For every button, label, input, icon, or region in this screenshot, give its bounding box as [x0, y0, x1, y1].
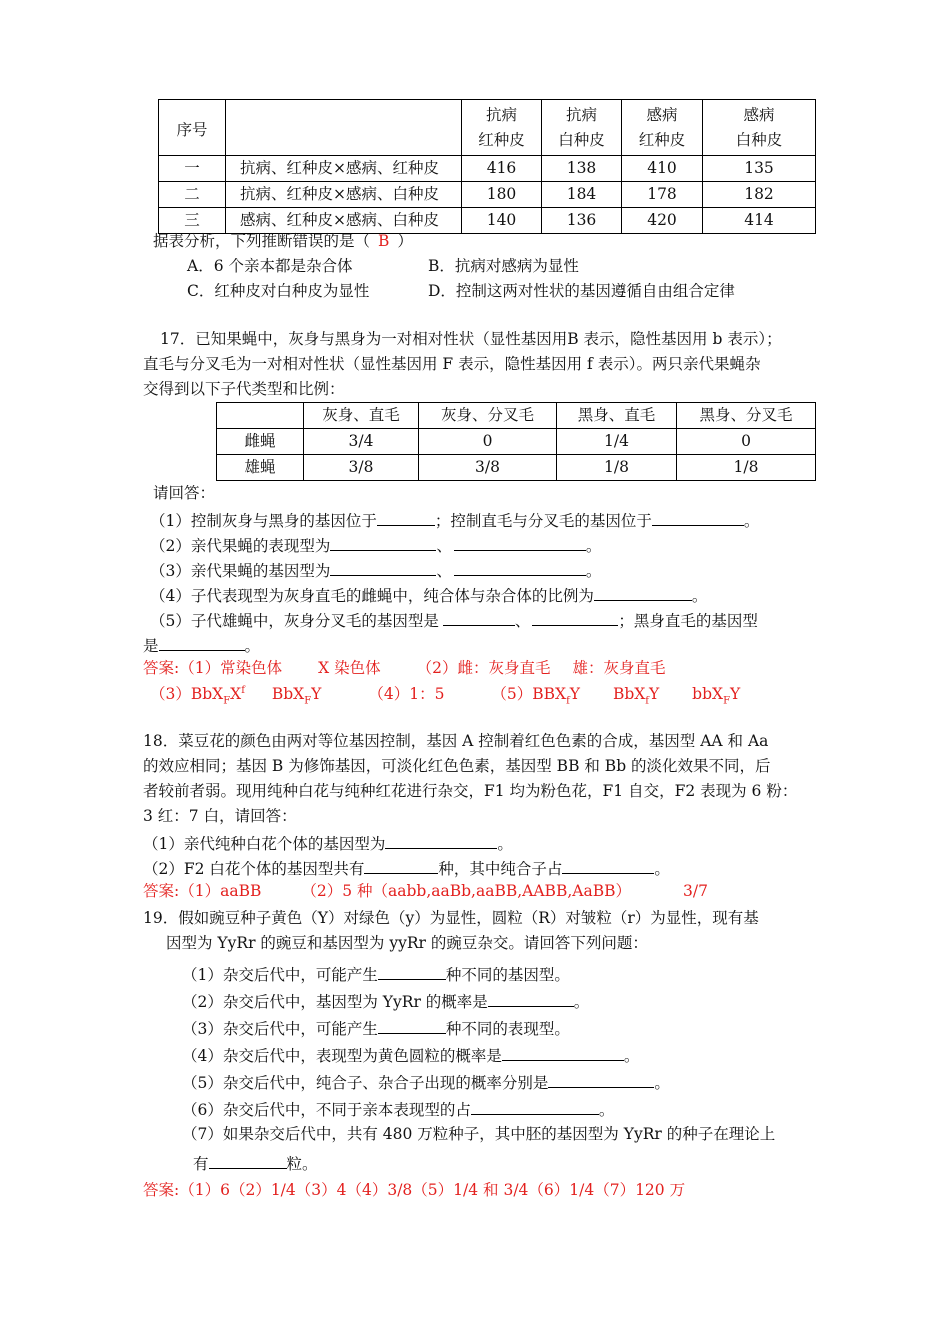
q17-answer-line1: [143, 661, 665, 677]
cell-value: 0: [419, 429, 557, 455]
q17-sub4: [150, 586, 707, 605]
table-row: [159, 156, 816, 182]
answer-blank[interactable]: [471, 1100, 599, 1115]
cell-value: 416: [462, 156, 542, 182]
q19-sub-text: （4）杂交后代中，表现型为黄色圆粒的概率是: [182, 1047, 502, 1065]
q17-sub5-sep: 、: [514, 612, 531, 630]
q17-sub3: [150, 561, 601, 580]
q19-sub7-cont: [193, 1154, 318, 1173]
answer-blank[interactable]: [330, 536, 436, 551]
q17-sub1-end: 。: [743, 512, 760, 530]
q19-sub-end: 。: [573, 993, 590, 1011]
q16-answer: B: [378, 232, 390, 250]
cell-value: 0: [677, 429, 816, 455]
cell-cross: 抗病、红种皮×感病、白种皮: [226, 182, 462, 208]
q18-sub2: [143, 859, 670, 878]
q19-sub-text: 粒。: [286, 1155, 318, 1173]
q16-stem: [153, 234, 413, 250]
answer-blank[interactable]: [159, 636, 245, 651]
answer-subscript: F: [304, 695, 312, 707]
q16-stem-text: 据表分析，下列推断错误的是（: [153, 232, 371, 250]
header-line: 红种皮: [478, 130, 525, 149]
answer-blank[interactable]: [562, 859, 654, 874]
answer-blank[interactable]: [443, 611, 515, 626]
cell-value: 182: [703, 182, 816, 208]
q19-sub-text: （1）杂交后代中，可能产生: [182, 966, 378, 984]
row-label: 雌蝇: [217, 429, 304, 455]
header-resistant-white: [542, 100, 622, 156]
answer-text: （3）BbX: [150, 685, 224, 704]
table-row: [217, 429, 816, 455]
q19-sub-text: （6）杂交后代中，不同于亲本表现型的占: [182, 1101, 471, 1119]
answer-text: （5）BBX: [491, 685, 567, 704]
header-empty: [217, 403, 304, 429]
q19-sub7: （7）如果杂交后代中，共有 480 万粒种子，其中胚的基因型为 YyRr 的种子在理论上: [182, 1125, 776, 1143]
q19-sub-text: （2）杂交后代中，基因型为 YyRr 的概率是: [182, 993, 488, 1011]
q19-stem-line: 19．假如豌豆种子黄色（Y）对绿色（y）为显性，圆粒（R）对皱粒（r）为显性，现有基: [143, 909, 759, 927]
header-susceptible-white: [703, 100, 816, 156]
answer-text: （4）1：5: [368, 685, 445, 704]
answer-blank[interactable]: [652, 511, 744, 526]
q17-sub5-text: ；黑身直毛的基因型: [618, 612, 758, 630]
q17-sub5-cont: [143, 636, 260, 655]
header-grey-forked: 灰身、分叉毛: [419, 403, 557, 429]
answer-subscript: F: [723, 695, 731, 707]
answer-text: BbX: [612, 685, 646, 704]
answer-blank[interactable]: [378, 1019, 446, 1034]
answer-blank[interactable]: [488, 992, 574, 1007]
answer-text: Y: [569, 685, 580, 704]
header-line: 抗病: [485, 105, 517, 124]
q18-stem-line: 的效应相同；基因 B 为修饰基因，可淡化红色色素，基因型 BB 和 Bb 的淡化效果不同，后: [143, 757, 771, 775]
table-row: [217, 455, 816, 481]
q17-sub5-text: （5）子代雄蝇中，灰身分叉毛的基因型是: [150, 612, 439, 630]
q19-sub5: [182, 1073, 670, 1092]
answer-text: （1）常染色体: [179, 659, 283, 677]
cell-cross: 抗病、红种皮×感病、红种皮: [226, 156, 462, 182]
q17-stem-line: 直毛与分叉毛为一对相对性状（显性基因用 F 表示，隐性基因用 f 表示）。两只亲代果蝇杂: [143, 355, 761, 373]
header-cross: [226, 100, 462, 156]
q18-answer: [143, 884, 708, 900]
q17-stem-line: 交得到以下子代类型和比例：: [143, 380, 345, 398]
answer-blank[interactable]: [548, 1073, 654, 1088]
q16-option-b: B．抗病对感病为显性: [428, 257, 579, 275]
cell-value: 414: [703, 208, 816, 234]
header-line: 感病: [743, 105, 775, 124]
header-line: 红种皮: [638, 130, 686, 149]
header-line: 白种皮: [558, 130, 605, 149]
header-grey-straight: 灰身、直毛: [304, 403, 419, 429]
fruitfly-offspring-table: [216, 402, 816, 481]
answer-text: （1）6（2）1/4（3）4（4）3/8（5）1/4 和 3/4（6）1/4（7）120 万: [179, 1181, 686, 1199]
answer-label: 答案:: [143, 659, 180, 677]
answer-text: X: [230, 685, 242, 704]
q16-option-a: A．6 个亲本都是杂合体: [187, 257, 353, 275]
q19-sub3: [182, 1019, 570, 1038]
answer-blank[interactable]: [594, 586, 692, 601]
answer-text: （2）雌：灰身直毛: [416, 659, 551, 677]
q18-sub1-text: （1）亲代纯种白花个体的基因型为: [143, 835, 386, 853]
answer-blank[interactable]: [454, 536, 586, 551]
q17-sub2: [150, 536, 601, 555]
answer-text: （1）aaBB: [179, 882, 262, 900]
q19-answer: [143, 1183, 685, 1199]
q17-sub3-sep: 、: [436, 562, 452, 580]
q19-sub-text: 种不同的表现型。: [445, 1020, 570, 1038]
q17-answer-line2: [150, 686, 740, 706]
q17-sub2-text: （2）亲代果蝇的表现型为: [150, 537, 331, 555]
cell-serial: 一: [159, 156, 226, 182]
q18-stem-line: 者较前者弱。现用纯种白花与纯种红花进行杂交，F1 均为粉色花，F1 自交，F2 表现为 6 粉：: [143, 782, 798, 800]
table-row: [159, 182, 816, 208]
q17-sub4-text: （4）子代表现型为灰身直毛的雌蝇中，纯合体与杂合体的比例为: [150, 587, 594, 605]
q19-sub4: [182, 1046, 639, 1065]
cell-cross: 感病、红种皮×感病、白种皮: [226, 208, 462, 234]
answer-text: （2）5 种（aabb,aaBb,aaBB,AABB,AaBB）: [301, 882, 631, 900]
q17-sub4-end: 。: [691, 587, 708, 605]
q19-sub-end: 。: [623, 1047, 640, 1065]
q19-sub1: [182, 965, 570, 984]
q17-sub1-text: （1）控制灰身与黑身的基因位于: [150, 512, 377, 530]
cell-serial: 三: [159, 208, 226, 234]
answer-blank[interactable]: [330, 561, 436, 576]
answer-subscript: f: [645, 695, 649, 707]
q16-option-c: C．红种皮对白种皮为显性: [187, 282, 370, 300]
answer-blank[interactable]: [209, 1154, 287, 1169]
cell-value: 135: [703, 156, 816, 182]
answer-text: X 染色体: [318, 659, 381, 677]
answer-text: BbX: [271, 685, 305, 704]
answer-text: 雄：灰身直毛: [572, 659, 666, 677]
answer-superscript: f: [241, 685, 245, 696]
q18-stem-line: 18．菜豆花的颜色由两对等位基因控制，基因 A 控制着红色色素的合成，基因型 AA 和 Aa: [143, 732, 769, 750]
table-row: [159, 208, 816, 234]
cell-value: 420: [622, 208, 703, 234]
q19-sub-text: （5）杂交后代中，纯合子、杂合子出现的概率分别是: [182, 1074, 549, 1092]
answer-label: 答案:: [143, 882, 180, 900]
q19-sub2: [182, 992, 589, 1011]
header-black-forked: 黑身、分叉毛: [677, 403, 816, 429]
answer-blank[interactable]: [364, 859, 438, 874]
cell-value: 1/8: [557, 455, 677, 481]
q17-sub2-sep: 、: [436, 537, 452, 555]
q18-sub2-text: 种，其中纯合子占: [438, 860, 563, 878]
answer-subscript: f: [566, 695, 570, 707]
cell-value: 410: [622, 156, 703, 182]
q17-sub3-text: （3）亲代果蝇的基因型为: [150, 562, 331, 580]
q19-sub-end: 。: [654, 1074, 670, 1092]
cell-value: 180: [462, 182, 542, 208]
header-line: 白种皮: [735, 130, 783, 149]
cell-value: 1/4: [557, 429, 677, 455]
answer-text: Y: [730, 685, 741, 704]
q17-sub5-text: 是: [143, 637, 159, 655]
q17-sub2-end: 。: [585, 537, 602, 555]
row-label: 雄蝇: [217, 455, 304, 481]
q16-option-d: D．控制这两对性状的基因遵循自由组合定律: [428, 282, 735, 300]
cross-results-table: [158, 99, 816, 234]
q18-sub1: [143, 834, 513, 853]
q18-stem-line: 3 红：7 白，请回答：: [143, 807, 297, 825]
cell-serial: 二: [159, 182, 226, 208]
q17-prompt: 请回答：: [153, 484, 216, 502]
q18-sub2-text: （2）F2 白花个体的基因型共有: [143, 860, 365, 878]
header-resistant-red: [462, 100, 542, 156]
q17-sub5-end: 。: [244, 637, 261, 655]
q17-sub1: [150, 511, 759, 530]
q19-sub-text: 有: [193, 1155, 209, 1173]
table-header-row: [217, 403, 816, 429]
header-line: 感病: [646, 105, 678, 124]
answer-blank[interactable]: [385, 834, 497, 849]
answer-text: 3/7: [683, 882, 708, 900]
answer-text: bbX: [692, 685, 724, 704]
answer-text: Y: [311, 685, 322, 704]
answer-blank[interactable]: [454, 561, 586, 576]
q17-sub3-end: 。: [585, 562, 602, 580]
cell-value: 140: [462, 208, 542, 234]
q18-sub2-end: 。: [654, 860, 670, 878]
q19-stem-line: 因型为 YyRr 的豌豆和基因型为 yyRr 的豌豆杂交。请回答下列问题：: [166, 934, 648, 952]
q19-sub-text: （3）杂交后代中，可能产生: [182, 1020, 378, 1038]
answer-blank[interactable]: [502, 1046, 624, 1061]
header-line: 抗病: [565, 105, 597, 124]
q19-sub6: [182, 1100, 614, 1119]
answer-subscript: F: [223, 695, 231, 707]
cell-value: 3/8: [304, 455, 419, 481]
q17-stem-line: 17．已知果蝇中，灰身与黑身为一对相对性状（显性基因用B 表示，隐性基因用 b 表示）；: [160, 330, 782, 348]
q19-sub-end: 。: [598, 1101, 615, 1119]
cell-value: 136: [542, 208, 622, 234]
header-black-straight: 黑身、直毛: [557, 403, 677, 429]
q17-sub5: [150, 611, 758, 630]
answer-text: Y: [649, 685, 660, 704]
answer-blank[interactable]: [532, 611, 618, 626]
answer-blank[interactable]: [377, 511, 435, 526]
answer-blank[interactable]: [378, 965, 446, 980]
cell-value: 3/4: [304, 429, 419, 455]
cell-value: 184: [542, 182, 622, 208]
cell-value: 138: [542, 156, 622, 182]
cell-value: 3/8: [419, 455, 557, 481]
header-serial: 序号: [159, 100, 226, 156]
cell-value: 178: [622, 182, 703, 208]
q19-sub-text: 种不同的基因型。: [445, 966, 570, 984]
q18-sub1-end: 。: [497, 835, 513, 853]
header-susceptible-red: [622, 100, 703, 156]
cell-value: 1/8: [677, 455, 816, 481]
answer-label: 答案:: [143, 1181, 180, 1199]
q17-sub1-text: ；控制直毛与分叉毛的基因位于: [434, 512, 652, 530]
q16-stem-close: ）: [397, 232, 413, 250]
